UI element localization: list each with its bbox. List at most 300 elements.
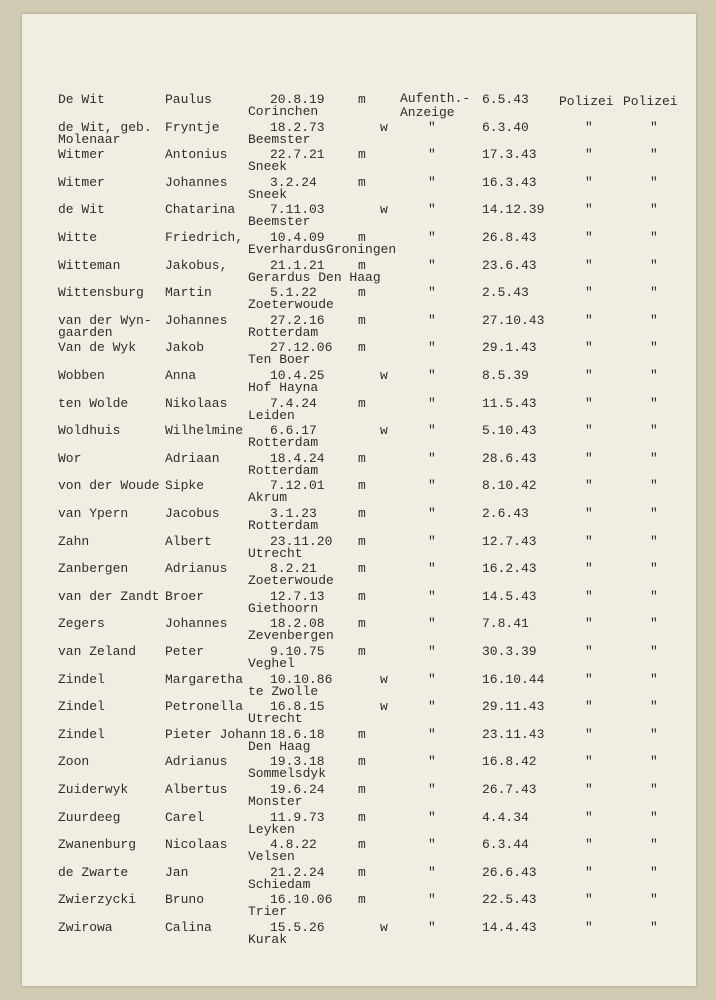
surname-cell: Van de Wyk (58, 340, 137, 356)
sex-cell: m (358, 174, 366, 190)
police1-ditto-cell: " (585, 257, 593, 273)
date-cell: 2.6.43 (482, 506, 529, 521)
date-cell: 16.3.43 (482, 174, 537, 190)
date-cell: 23.6.43 (482, 257, 537, 273)
birthplace-cell: Ten Boer (248, 352, 311, 368)
firstname-cell: Adriaan (165, 450, 220, 466)
reason-ditto-cell: " (428, 119, 436, 135)
police2-ditto-cell: " (650, 423, 658, 439)
birthplace-cell: Sommelsdyk (248, 766, 327, 782)
birthdate-cell: 21.1.21 (270, 257, 325, 273)
police2-ditto-cell: " (650, 616, 658, 632)
police1-ditto-cell: " (585, 644, 593, 659)
table-row (22, 92, 696, 120)
surname-cell: Wobben (58, 368, 105, 383)
police1-ditto-cell: " (585, 782, 593, 797)
firstname-cell: Wilhelmine (165, 423, 244, 439)
table-row (22, 810, 696, 838)
sex-cell: m (358, 450, 366, 466)
sex-cell: w (380, 368, 388, 383)
police1-ditto-cell: " (585, 864, 593, 880)
birthdate-cell: 5.1.22 (270, 285, 317, 301)
surname-cell: van der Wyn- (58, 312, 152, 328)
sex-cell: w (380, 671, 388, 687)
sex-cell: m (358, 230, 366, 245)
surname-cell: Witmer (58, 147, 105, 163)
sex-cell: m (358, 257, 366, 273)
sex-cell: m (358, 285, 366, 301)
police1-ditto-cell: " (585, 616, 593, 632)
firstname-cell: Johannes (165, 312, 228, 328)
surname-cell: von der Woude (58, 478, 160, 494)
firstname-cell: Antonius (165, 147, 228, 163)
police2-ditto-cell: " (650, 368, 658, 383)
firstname-cell: Pieter Johann (165, 726, 267, 742)
reason-ditto-cell: " (428, 423, 436, 439)
date-cell: 4.4.34 (482, 809, 529, 825)
police1-ditto-cell: " (585, 809, 593, 825)
birthplace-cell: Kurak (248, 932, 288, 947)
police2-ditto-cell: " (650, 809, 658, 825)
police2-ditto-cell: " (650, 726, 658, 742)
table-row (22, 506, 696, 534)
surname-cell: ten Wolde (58, 395, 129, 411)
date-cell: 22.5.43 (482, 892, 537, 908)
firstname-cell: Chatarina (165, 202, 236, 218)
firstname-cell: Sipke (165, 478, 205, 494)
surname-cell: De Wit (58, 92, 105, 107)
sex-cell: m (358, 644, 366, 659)
birthdate-cell: 18.6.18 (270, 726, 325, 742)
surname-cell: Zoon (58, 754, 90, 770)
police2-ditto-cell: " (650, 230, 658, 245)
table-row (22, 892, 696, 920)
surname-cell: Witmer (58, 174, 105, 190)
date-cell: 6.5.43 (482, 92, 529, 107)
date-cell: 6.3.44 (482, 837, 529, 853)
birthdate-cell: 22.7.21 (270, 147, 325, 163)
police1-ditto-cell: " (585, 423, 593, 439)
date-cell: 17.3.43 (482, 147, 537, 163)
birthdate-cell: 16.10.06 (270, 892, 333, 908)
birthplace-cell: Sneek (248, 159, 288, 175)
date-cell: 26.7.43 (482, 782, 537, 797)
birthdate-cell: 10.4.09 (270, 230, 325, 245)
sex-cell: w (380, 202, 388, 218)
birthplace-cell: Leyken (248, 821, 295, 837)
sex-cell: m (358, 782, 366, 797)
reason-ditto-cell: " (428, 892, 436, 908)
sex-cell: m (358, 147, 366, 163)
reason-ditto-cell: " (428, 147, 436, 163)
surname-cont-cell: gaarden (58, 324, 113, 340)
police1-ditto-cell: " (585, 478, 593, 494)
birthdate-cell: 3.2.24 (270, 174, 317, 190)
table-row (22, 727, 696, 755)
header-reason-line2: Anzeige (400, 105, 455, 120)
police1-ditto-cell: " (585, 368, 593, 383)
reason-ditto-cell: " (428, 699, 436, 715)
sex-cell: m (358, 478, 366, 494)
sex-cell: m (358, 395, 366, 411)
date-cell: 14.4.43 (482, 920, 537, 935)
birthdate-cell: 19.6.24 (270, 782, 325, 797)
table-row (22, 782, 696, 810)
surname-cell: Witteman (58, 257, 121, 273)
firstname-cell: Peter (165, 644, 205, 659)
police1-ditto-cell: " (585, 312, 593, 328)
birthplace-cell: Corinchen (248, 104, 319, 119)
birthdate-cell: 27.2.16 (270, 312, 325, 328)
birthplace-cell: Trier (248, 904, 288, 920)
table-row (22, 561, 696, 589)
reason-ditto-cell: " (428, 864, 436, 880)
birthdate-cell: 4.8.22 (270, 837, 317, 853)
surname-cell: van Ypern (58, 506, 129, 521)
reason-ditto-cell: " (428, 285, 436, 301)
birthdate-cell: 6.6.17 (270, 423, 317, 439)
birthplace-cell: Den Haag (248, 738, 311, 754)
table-row (22, 589, 696, 617)
reason-ditto-cell: " (428, 644, 436, 659)
police2-ditto-cell: " (650, 202, 658, 218)
birthplace-cell: Hof Hayna (248, 380, 319, 395)
police2-ditto-cell: " (650, 754, 658, 770)
police2-ditto-cell: " (650, 174, 658, 190)
sex-cell: w (380, 119, 388, 135)
police1-ditto-cell: " (585, 892, 593, 908)
birthdate-cell: 23.11.20 (270, 533, 333, 549)
table-row (22, 340, 696, 368)
table-row (22, 285, 696, 313)
table-row (22, 258, 696, 286)
date-cell: 29.11.43 (482, 699, 545, 715)
police2-ditto-cell: " (650, 395, 658, 411)
birthplace-cell: Velsen (248, 849, 295, 865)
police1-ditto-cell: " (585, 754, 593, 770)
birthplace-cell: te Zwolle (248, 683, 319, 699)
sex-cell: m (358, 837, 366, 853)
surname-cell: Zahn (58, 533, 90, 549)
date-cell: 26.6.43 (482, 864, 537, 880)
reason-ditto-cell: " (428, 174, 436, 190)
police1-ditto-cell: " (585, 920, 593, 935)
firstname-cell: Anna (165, 368, 197, 383)
police2-ditto-cell: " (650, 644, 658, 659)
date-cell: 27.10.43 (482, 312, 545, 328)
reason-ditto-cell: " (428, 754, 436, 770)
table-row (22, 423, 696, 451)
birthplace-cell: Zoeterwoude (248, 297, 334, 313)
birthdate-cell: 10.4.25 (270, 368, 325, 383)
birthdate-cell: 18.2.08 (270, 616, 325, 632)
birthdate-cell: 7.12.01 (270, 478, 325, 494)
reason-ditto-cell: " (428, 809, 436, 825)
firstname-cell: Petronella (165, 699, 244, 715)
sex-cell: m (358, 561, 366, 577)
table-row (22, 120, 696, 148)
table-row (22, 699, 696, 727)
reason-ditto-cell: " (428, 312, 436, 328)
surname-cell: Witte (58, 230, 98, 245)
birthdate-cell: 27.12.06 (270, 340, 333, 356)
firstname-cell: Friedrich, (165, 230, 244, 245)
police1-ditto-cell: " (585, 340, 593, 356)
birthplace-cell: Utrecht (248, 711, 303, 727)
birthplace-cell: Akrum (248, 490, 288, 506)
police1-ditto-cell: " (585, 119, 593, 135)
reason-ditto-cell: " (428, 230, 436, 245)
sex-cell: w (380, 423, 388, 439)
police2-ditto-cell: " (650, 892, 658, 908)
date-cell: 14.5.43 (482, 588, 537, 604)
table-row (22, 672, 696, 700)
birthdate-cell: 16.8.15 (270, 699, 325, 715)
date-cell: 14.12.39 (482, 202, 545, 218)
date-cell: 6.3.40 (482, 119, 529, 135)
birthplace-cell: Sneek (248, 186, 288, 202)
surname-cell: Zegers (58, 616, 105, 632)
firstname-cell: Nicolaas (165, 837, 228, 853)
firstname-cell: Johannes (165, 174, 228, 190)
birthplace-cell: Rotterdam (248, 518, 319, 533)
birthdate-cell: 3.1.23 (270, 506, 317, 521)
surname-cell: Zwanenburg (58, 837, 137, 853)
table-row (22, 865, 696, 893)
date-cell: 29.1.43 (482, 340, 537, 356)
police2-ditto-cell: " (650, 119, 658, 135)
firstname-cell: Jan (165, 864, 189, 880)
surname-cell: Zuiderwyk (58, 782, 129, 797)
sex-cell: m (358, 809, 366, 825)
reason-ditto-cell: " (428, 368, 436, 383)
firstname-cell: Jacobus (165, 506, 220, 521)
date-cell: 16.10.44 (482, 671, 545, 687)
firstname-cell: Albertus (165, 782, 228, 797)
surname-cell: de Wit (58, 202, 105, 218)
date-cell: 2.5.43 (482, 285, 529, 301)
table-row (22, 368, 696, 396)
police1-ditto-cell: " (585, 230, 593, 245)
surname-cell: de Zwarte (58, 864, 129, 880)
firstname-cell: Carel (165, 809, 205, 825)
birthdate-cell: 21.2.24 (270, 864, 325, 880)
police2-ditto-cell: " (650, 478, 658, 494)
police2-ditto-cell: " (650, 340, 658, 356)
table-row (22, 313, 696, 341)
firstname-cell: Fryntje (165, 119, 220, 135)
police1-ditto-cell: " (585, 699, 593, 715)
sex-cell: m (358, 533, 366, 549)
surname-cell: Zindel (58, 699, 105, 715)
reason-ditto-cell: " (428, 340, 436, 356)
police2-ditto-cell: " (650, 561, 658, 577)
birthplace-cell: Beemster (248, 131, 311, 147)
police2-ditto-cell: " (650, 533, 658, 549)
date-cell: 8.5.39 (482, 368, 529, 383)
police2-ditto-cell: " (650, 671, 658, 687)
table-row (22, 202, 696, 230)
table-row (22, 616, 696, 644)
firstname-cell: Martin (165, 285, 212, 301)
sex-cell: m (358, 726, 366, 742)
reason-ditto-cell: " (428, 257, 436, 273)
header-police-2: Polizei (623, 94, 678, 109)
reason-ditto-cell: " (428, 726, 436, 742)
date-cell: 5.10.43 (482, 423, 537, 439)
birthplace-cell: Monster (248, 794, 303, 809)
birthdate-cell: 12.7.13 (270, 588, 325, 604)
birthdate-cell: 19.3.18 (270, 754, 325, 770)
surname-cell: Zindel (58, 726, 105, 742)
birthplace-cell: Utrecht (248, 545, 303, 561)
surname-cell: Zanbergen (58, 561, 129, 577)
table-row (22, 837, 696, 865)
table-row (22, 534, 696, 562)
date-cell: 12.7.43 (482, 533, 537, 549)
birthplace-cell: Gerardus Den Haag (248, 269, 381, 285)
reason-ditto-cell: " (428, 920, 436, 935)
birthplace-cell: Veghel (248, 656, 295, 671)
surname-cell: van Zeland (58, 644, 137, 659)
birthdate-cell: 8.2.21 (270, 561, 317, 577)
police1-ditto-cell: " (585, 726, 593, 742)
birthplace-cell: Rotterdam (248, 435, 319, 451)
surname-cell: Zwierzycki (58, 892, 137, 908)
reason-ditto-cell: " (428, 533, 436, 549)
table-row (22, 644, 696, 672)
firstname-cell: Calina (165, 920, 212, 935)
sex-cell: m (358, 864, 366, 880)
birthdate-cell: 18.2.73 (270, 119, 325, 135)
birthdate-cell: 20.8.19 (270, 92, 325, 107)
police2-ditto-cell: " (650, 147, 658, 163)
surname-cell: Zindel (58, 671, 105, 687)
table-row (22, 451, 696, 479)
date-cell: 30.3.39 (482, 644, 537, 659)
birthdate-cell: 18.4.24 (270, 450, 325, 466)
police2-ditto-cell: " (650, 920, 658, 935)
police1-ditto-cell: " (585, 533, 593, 549)
surname-cell: Wittensburg (58, 285, 144, 301)
firstname-cell: Broer (165, 588, 205, 604)
police1-ditto-cell: " (585, 202, 593, 218)
reason-ditto-cell: " (428, 616, 436, 632)
firstname-cell: Bruno (165, 892, 205, 908)
table-row (22, 175, 696, 203)
sex-cell: m (358, 588, 366, 604)
police1-ditto-cell: " (585, 506, 593, 521)
reason-ditto-cell: " (428, 478, 436, 494)
police1-ditto-cell: " (585, 588, 593, 604)
sex-cell: m (358, 892, 366, 908)
firstname-cell: Adrianus (165, 754, 228, 770)
birthdate-cell: 10.10.86 (270, 671, 333, 687)
date-cell: 26.8.43 (482, 230, 537, 245)
birthdate-cell: 7.4.24 (270, 395, 317, 411)
police2-ditto-cell: " (650, 837, 658, 853)
date-cell: 16.8.42 (482, 754, 537, 770)
police1-ditto-cell: " (585, 450, 593, 466)
sex-cell: w (380, 699, 388, 715)
firstname-cell: Johannes (165, 616, 228, 632)
header-reason-line1: Aufenth.- (400, 91, 471, 106)
birthplace-cell: Beemster (248, 214, 311, 230)
firstname-cell: Nikolaas (165, 395, 228, 411)
sex-cell: m (358, 312, 366, 328)
police2-ditto-cell: " (650, 699, 658, 715)
sex-cell: m (358, 92, 366, 107)
surname-cont-cell: Molenaar (58, 131, 121, 147)
reason-ditto-cell: " (428, 395, 436, 411)
police1-ditto-cell: " (585, 285, 593, 301)
date-cell: 28.6.43 (482, 450, 537, 466)
birthplace-cell: Schiedam (248, 876, 311, 892)
surname-cell: van der Zandt (58, 588, 160, 604)
reason-ditto-cell: " (428, 506, 436, 521)
sex-cell: w (380, 920, 388, 935)
firstname-cell: Margaretha (165, 671, 244, 687)
birthdate-cell: 15.5.26 (270, 920, 325, 935)
police1-ditto-cell: " (585, 174, 593, 190)
sex-cell: m (358, 616, 366, 632)
surname-cell: Zuurdeeg (58, 809, 121, 825)
sex-cell: m (358, 506, 366, 521)
birthplace-cell: Zoeterwoude (248, 573, 334, 589)
firstname-cell: Jakobus, (165, 257, 228, 273)
table-row (22, 230, 696, 258)
date-cell: 7.8.41 (482, 616, 529, 632)
police2-ditto-cell: " (650, 285, 658, 301)
reason-ditto-cell: " (428, 671, 436, 687)
sex-cell: m (358, 754, 366, 770)
reason-ditto-cell: " (428, 450, 436, 466)
surname-cell: Woldhuis (58, 423, 121, 439)
reason-ditto-cell: " (428, 202, 436, 218)
sex-cell: m (358, 340, 366, 356)
birthplace-cell: Rotterdam (248, 462, 319, 478)
police2-ditto-cell: " (650, 588, 658, 604)
firstname-cell: Paulus (165, 92, 212, 107)
birthplace-cell: Rotterdam (248, 324, 319, 340)
surname-cell: Wor (58, 450, 82, 466)
police1-ditto-cell: " (585, 671, 593, 687)
police2-ditto-cell: " (650, 450, 658, 466)
police2-ditto-cell: " (650, 257, 658, 273)
reason-ditto-cell: " (428, 782, 436, 797)
police1-ditto-cell: " (585, 561, 593, 577)
birthplace-cell: Leiden (248, 407, 295, 423)
birthdate-cell: 9.10.75 (270, 644, 325, 659)
police2-ditto-cell: " (650, 506, 658, 521)
date-cell: 8.10.42 (482, 478, 537, 494)
table-row (22, 147, 696, 175)
table-row (22, 396, 696, 424)
birthplace-cell: EverhardusGroningen (248, 242, 397, 257)
header-police-1: Polizei (559, 94, 614, 109)
table-row (22, 754, 696, 782)
birthdate-cell: 7.11.03 (270, 202, 325, 218)
surname-cell: de Wit, geb. (58, 119, 152, 135)
police1-ditto-cell: " (585, 837, 593, 853)
date-cell: 16.2.43 (482, 561, 537, 577)
reason-ditto-cell: " (428, 561, 436, 577)
police2-ditto-cell: " (650, 782, 658, 797)
reason-ditto-cell: " (428, 837, 436, 853)
date-cell: 11.5.43 (482, 395, 537, 411)
birthplace-cell: Giethoorn (248, 600, 319, 616)
table-row (22, 478, 696, 506)
